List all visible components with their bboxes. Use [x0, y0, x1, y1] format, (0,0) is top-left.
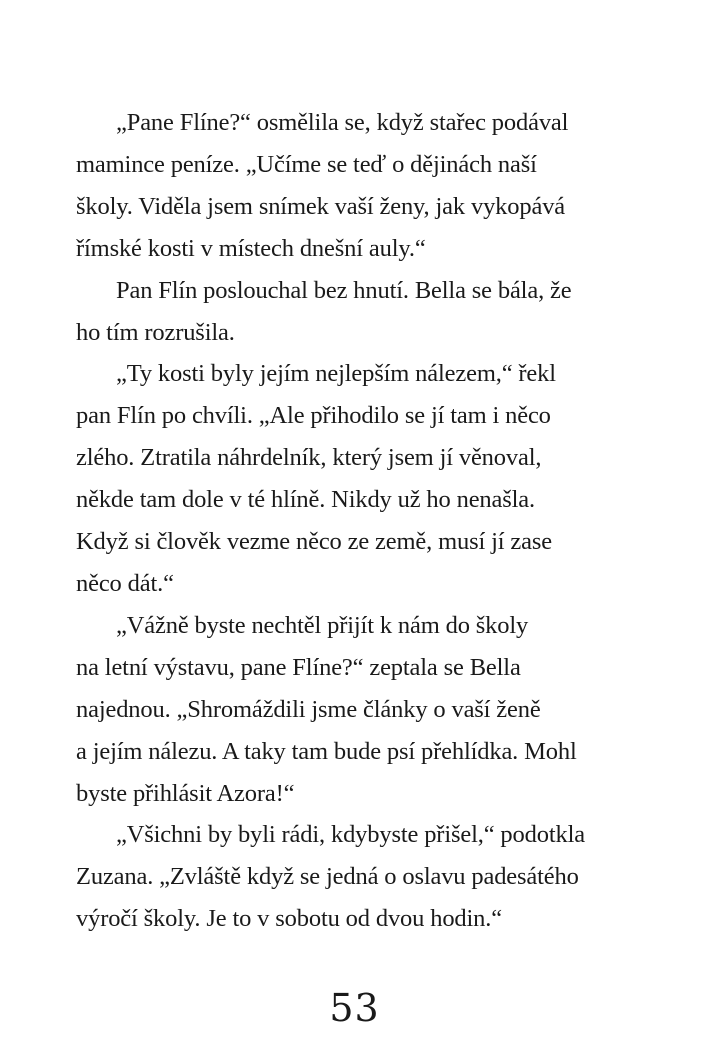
text-line: Když si člověk vezme něco ze země, musí jí zase [76, 528, 552, 556]
text-line: Pan Flín poslouchal bez hnutí. Bella se bála, že [116, 276, 572, 304]
body-text [76, 102, 636, 940]
text-line: najednou. „Shromáždili jsme články o vaší ženě [76, 695, 541, 723]
text-line: Zuzana. „Zvláště když se jedná o oslavu padesátého [76, 863, 579, 891]
text-line: ho tím rozrušila. [76, 318, 235, 346]
text-line: „Ty kosti byly jejím nejlepším nálezem,“ řekl [116, 360, 556, 388]
text-line: na letní výstavu, pane Flíne?“ zeptala se Bella [76, 653, 521, 681]
text-line: římské kosti v místech dnešní auly.“ [76, 234, 426, 262]
text-line: „Všichni by byli rádi, kdybyste přišel,“ podotkla [116, 821, 585, 849]
text-line: školy. Viděla jsem snímek vaší ženy, jak vykopává [76, 192, 566, 220]
text-line: mamince peníze. „Učíme se teď o dějinách naší [76, 150, 537, 178]
text-line: výročí školy. Je to v sobotu od dvou hodin.“ [76, 905, 502, 933]
text-line: „Vážně byste nechtěl přijít k nám do školy [116, 611, 529, 639]
text-line: někde tam dole v té hlíně. Nikdy už ho nenašla. [76, 486, 536, 514]
text-line: „Pane Flíne?“ osmělila se, když stařec podával [116, 109, 569, 136]
text-line: zlého. Ztratila náhrdelník, který jsem jí věnoval, [76, 444, 542, 472]
page-number: 53 [329, 986, 380, 1030]
text-line: byste přihlásit Azora!“ [76, 779, 295, 807]
text-line: a jejím nálezu. A taky tam bude psí přehlídka. Mohl [76, 737, 577, 765]
text-line: něco dát.“ [76, 569, 174, 597]
text-line: pan Flín po chvíli. „Ale přihodilo se jí tam i něco [76, 402, 551, 430]
